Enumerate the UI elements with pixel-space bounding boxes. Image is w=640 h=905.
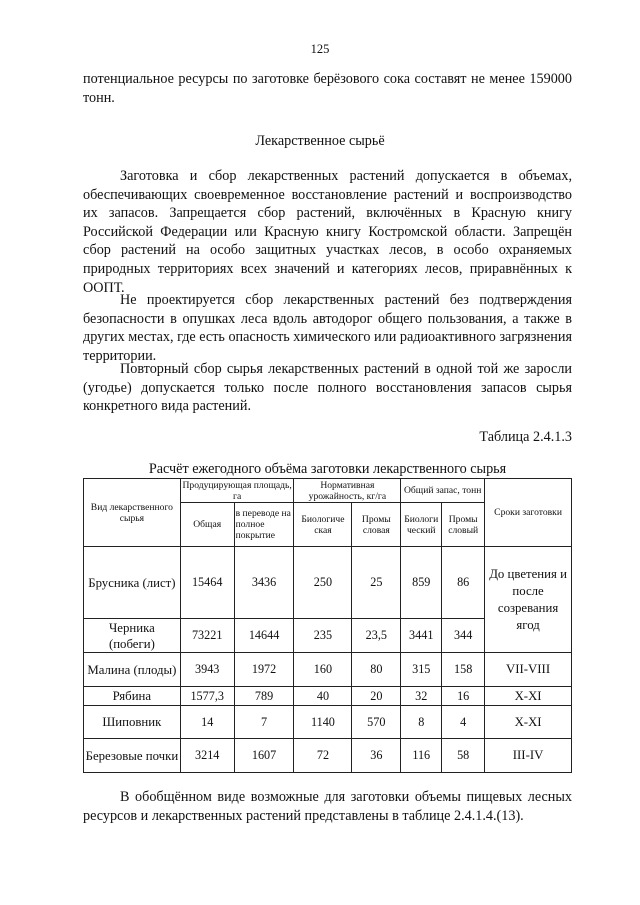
row-name: Брусника (лист) — [84, 547, 181, 619]
paragraph-harvest-rules: Заготовка и сбор лекарственных растений допускается в объемах, обеспечивающих своевременное восстановление растений и воспроизводство их запасов. Запрещается сбор растений, включённых в Красную книгу Российской Федерации или Красную книгу Костромской области. Запрещён сбор растений на особо защитных участках лесов, в особо охраняемых природных территориях всех значений и категориях лесов, приравнённых к ООПТ. — [83, 168, 572, 296]
row-name: Черника (побеги) — [84, 619, 181, 653]
paragraph-repeat-harvest: Повторный сбор сырья лекарственных растений в одной той же заросли (угодье) допускается только после полного восстановления запасов сырья конкретного вида растений. — [83, 361, 572, 415]
row-name: Рябина — [84, 687, 181, 706]
row-area-full: 789 — [234, 687, 294, 706]
header-stock-com: Промы словый — [442, 503, 485, 547]
row-area-total: 73221 — [180, 619, 234, 653]
merged-term-cell: До цветения и после созревания ягод — [485, 547, 572, 653]
row-area-total: 1577,3 — [180, 687, 234, 706]
row-stock-bio: 8 — [401, 706, 442, 739]
header-stock: Общий запас, тонн — [401, 479, 485, 503]
table-row — [84, 547, 572, 619]
row-name: Березовые почки — [84, 739, 181, 773]
row-area-full: 7 — [234, 706, 294, 739]
header-species: Вид лекарственного сырья — [84, 479, 181, 547]
row-yield-com: 80 — [352, 653, 401, 687]
row-yield-bio: 160 — [294, 653, 352, 687]
row-area-total: 3214 — [180, 739, 234, 773]
table-row — [84, 739, 572, 773]
row-stock-com: 16 — [442, 687, 485, 706]
header-area: Продуцирующая площадь, га — [180, 479, 294, 503]
row-term: VII-VIII — [485, 653, 572, 687]
row-stock-bio: 3441 — [401, 619, 442, 653]
row-area-full: 14644 — [234, 619, 294, 653]
row-area-total: 15464 — [180, 547, 234, 619]
closing-paragraph: В обобщённом виде возможные для заготовки объемы пищевых лесных ресурсов и лекарственных растений представлены в таблице 2.4.1.4.(13). — [83, 789, 572, 824]
header-area-full: в переводе на полное покрытие — [234, 503, 294, 547]
header-area-total: Общая — [180, 503, 234, 547]
row-yield-com: 20 — [352, 687, 401, 706]
row-stock-com: 344 — [442, 619, 485, 653]
row-stock-bio: 315 — [401, 653, 442, 687]
row-yield-bio: 1140 — [294, 706, 352, 739]
row-stock-bio: 32 — [401, 687, 442, 706]
row-area-full: 1972 — [234, 653, 294, 687]
row-stock-com: 58 — [442, 739, 485, 773]
header-yield: Нормативная урожайность, кг/га — [294, 479, 401, 503]
header-terms: Сроки заготовки — [485, 479, 572, 547]
table-caption: Расчёт ежегодного объёма заготовки лекарственного сырья — [148, 461, 507, 477]
table-row — [84, 706, 572, 739]
table-label: Таблица 2.4.1.3 — [479, 429, 572, 445]
row-term: X-XI — [485, 706, 572, 739]
paragraph-roadside: Не проектируется сбор лекарственных растений без подтверждения безопасности в опушках леса вдоль автодорог общего пользования, а также в других местах, где есть опасность химического или радиоактивного загрязнения территории. — [83, 292, 572, 364]
table-row — [84, 687, 572, 706]
row-stock-com: 158 — [442, 653, 485, 687]
intro-paragraph: потенциальное ресурсы по заготовке берёзового сока составят не менее 159000 тонн. — [83, 71, 572, 106]
row-name: Шиповник — [84, 706, 181, 739]
header-yield-com: Промы словая — [352, 503, 401, 547]
row-area-total: 14 — [180, 706, 234, 739]
row-stock-bio: 859 — [401, 547, 442, 619]
row-area-full: 3436 — [234, 547, 294, 619]
row-area-full: 1607 — [234, 739, 294, 773]
row-yield-com: 25 — [352, 547, 401, 619]
table-header-row — [84, 479, 572, 503]
row-name: Малина (плоды) — [84, 653, 181, 687]
row-yield-com: 36 — [352, 739, 401, 773]
page-number: 125 — [310, 42, 330, 56]
row-yield-com: 23,5 — [352, 619, 401, 653]
header-yield-bio: Биологиче ская — [294, 503, 352, 547]
row-stock-com: 86 — [442, 547, 485, 619]
row-stock-com: 4 — [442, 706, 485, 739]
header-stock-bio: Биологи ческий — [401, 503, 442, 547]
section-title: Лекарственное сырьё — [255, 133, 385, 149]
row-term: III-IV — [485, 739, 572, 773]
row-yield-bio: 235 — [294, 619, 352, 653]
row-term: X-XI — [485, 687, 572, 706]
row-yield-bio: 250 — [294, 547, 352, 619]
row-yield-bio: 40 — [294, 687, 352, 706]
row-yield-com: 570 — [352, 706, 401, 739]
table-row — [84, 653, 572, 687]
row-area-total: 3943 — [180, 653, 234, 687]
row-stock-bio: 116 — [401, 739, 442, 773]
harvest-table — [83, 478, 572, 773]
row-yield-bio: 72 — [294, 739, 352, 773]
